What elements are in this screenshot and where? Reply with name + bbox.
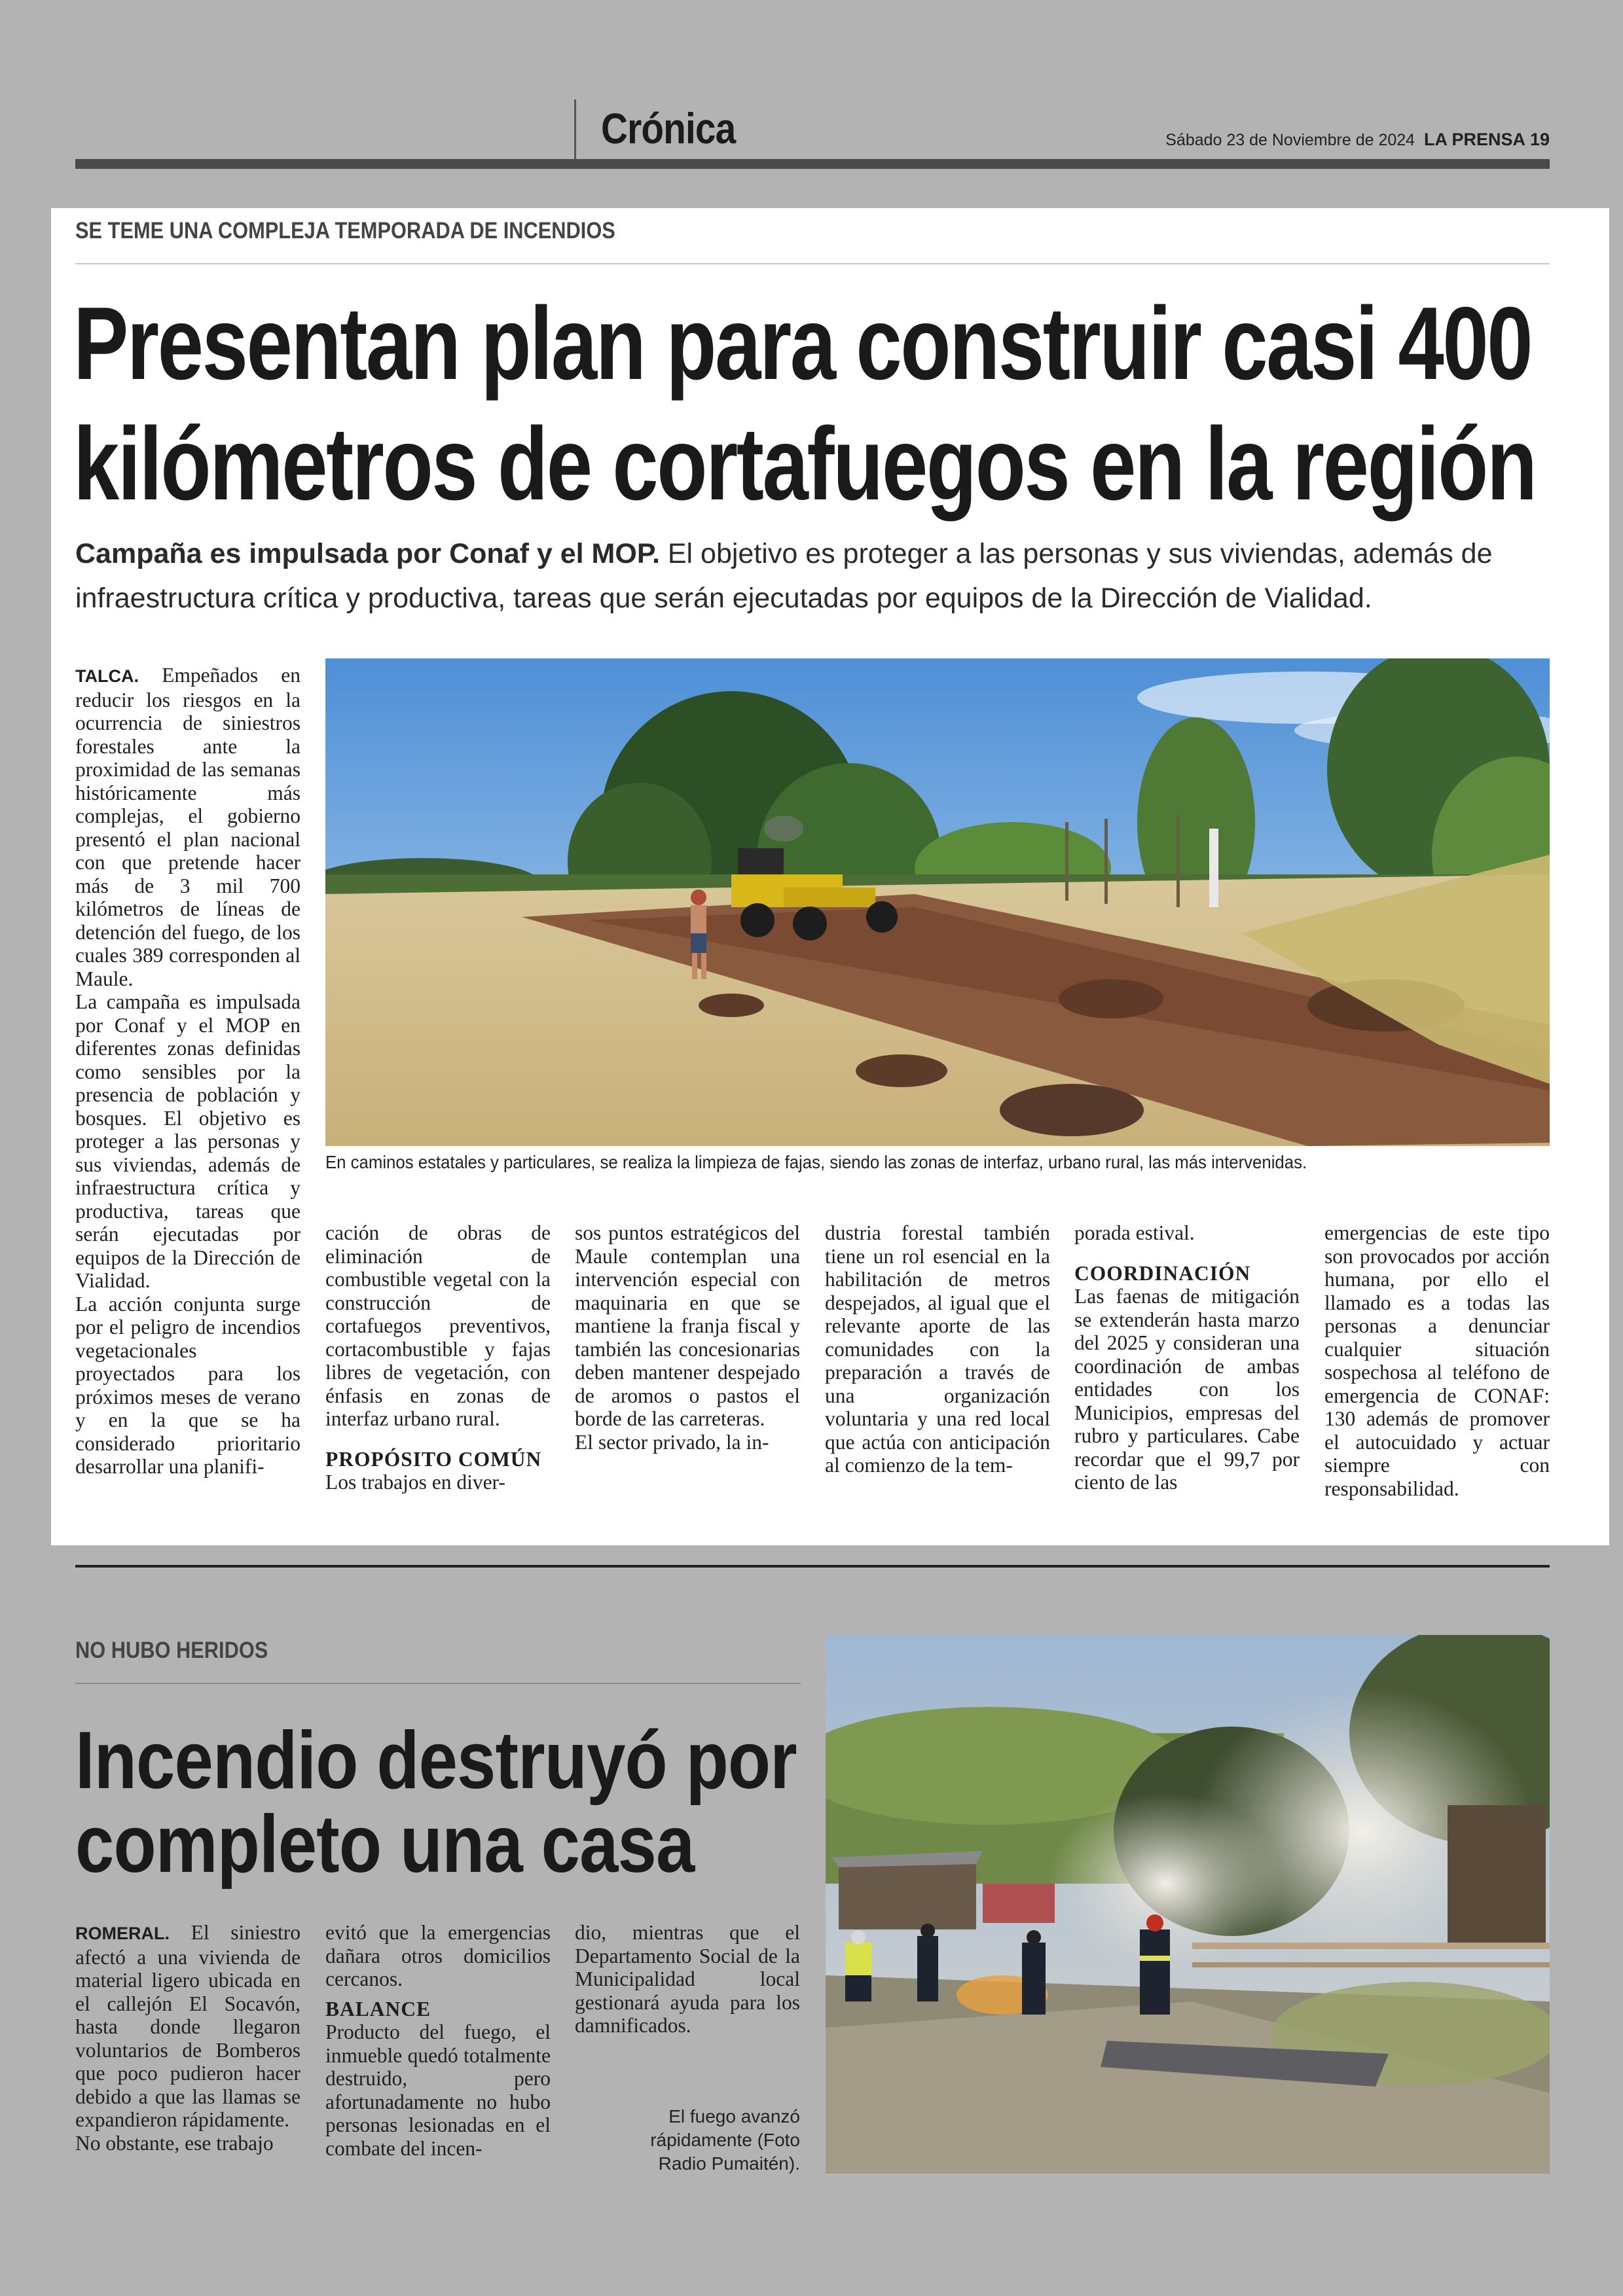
story2-col2-subhead: BALANCE: [325, 1997, 431, 2020]
story2-col1-p1: El siniestro afectó a una vivienda de material ligero ubicada en el callejón El Socavón, hasta donde llegaron voluntarios de Bomberos que poco pudieron hacer debido a que las llamas se expandieron rápidamente.: [75, 1921, 301, 2131]
header-rule: [75, 159, 1550, 169]
story2-kicker-rule: [75, 1683, 801, 1684]
story1-photo: [325, 658, 1550, 1146]
story2-headline-line2: completo una casa: [75, 1799, 695, 1890]
story2-headline-line1: Incendio destruyó por: [75, 1715, 797, 1806]
story2-photo: [826, 1635, 1550, 2174]
story1-col1-p2: La campaña es impulsada por Conaf y el MOP en diferentes zonas definidas como sensibles por la presencia de población y bosques. El objetivo es proteger a las personas y sus viviendas, además de infraestructura crítica y productiva, tareas que serán ejecutadas por equipos de la Dirección de Vialidad.: [75, 990, 301, 1292]
story1-deck-line1: El objetivo es proteger a las personas y sus viviendas, además de: [659, 538, 1493, 569]
story1-kicker: SE TEME UNA COMPLEJA TEMPORADA DE INCENDIOS: [75, 218, 615, 243]
story1-col1-p1: Empeñados en reducir los riesgos en la ocurrencia de siniestros forestales ante la proximidad de las semanas históricamente más complejas, el gobierno presentó el plan nacional con que pretende hacer más de 3 mil 700 kilómetros de líneas de detención del fuego, de los cuales 389 corresponden al Maule.: [75, 664, 301, 990]
story2-column-3: [575, 1921, 800, 2037]
story1-photo-caption: En caminos estatales y particulares, se realiza la limpieza de fajas, siendo las zonas de interfaz, urbano rural, las más intervenidas.: [325, 1152, 1307, 1172]
story2-column-2: [325, 1921, 551, 2160]
story1-col5-p2: Las faenas de mitigación se extenderán hasta marzo del 2025 y consideran una coordinación de ambas entidades con los Municipios, empresas del rubro y particulares. Cabe recordar que el 99,7 por ciento de las: [1074, 1285, 1300, 1494]
story1-headline-line2: kilómetros de cortafuegos en la región: [73, 406, 1536, 522]
story1-deck: [75, 531, 1555, 620]
story2-kicker: NO HUBO HERIDOS: [75, 1638, 268, 1663]
story1-col3-p2: El sector privado, la in-: [575, 1430, 769, 1454]
story1-col2-p2: Los trabajos en diver-: [325, 1471, 505, 1494]
story2-column-1: [75, 1921, 301, 2155]
story2-photo-caption: El fuego avanzó rápidamente (Foto Radio Pumaitén).: [650, 2106, 800, 2174]
story1-deck-lead: Campaña es impulsada por Conaf y el MOP.: [75, 538, 660, 569]
story1-col5-p1: porada estival.: [1074, 1221, 1195, 1244]
story2-col2-p1: evitó que la emergencias dañara otros domicilios cercanos.: [325, 1921, 551, 1990]
story1-col1-p3: La acción conjunta surge por el peligro de incendios vegetacionales proyectados para los próximos meses de verano y en la que se ha considerado prioritario desarrollar una planifi-: [75, 1292, 301, 1478]
story2-col1-p2: No obstante, ese trabajo: [75, 2131, 274, 2155]
page-number: 19: [1529, 130, 1550, 149]
story1-column-2: [325, 1221, 551, 1494]
story1-kicker-rule: [75, 263, 1550, 264]
story1-column-6: [1324, 1221, 1550, 1500]
story1-column-1: [75, 664, 301, 1479]
story2-dateline: ROMERAL.: [75, 1924, 170, 1943]
story2-col3-p1: dio, mientras que el Departamento Social de la Municipalidad local gestionará ayuda para los damnificados.: [575, 1921, 800, 2037]
story1-col2-p1: cación de obras de eliminación de combustible vegetal con la construcción de cortafuegos preventivos, cortacombustible y fajas libres de vegetación, con énfasis en zonas de interfaz urbano rural.: [325, 1221, 551, 1430]
story1-headline-line1: Presentan plan para construir casi 400: [73, 286, 1532, 401]
story1-col3-p1: sos puntos estratégicos del Maule contemplan una intervención especial con maquinaria en que se mantiene la franja fiscal y también las concesionarias deben mantener despejado de aromos o pastos el borde de las carreteras.: [575, 1221, 800, 1430]
story1-column-5: [1074, 1221, 1300, 1494]
story1-dateline: TALCA.: [75, 666, 139, 686]
issue-date: Sábado 23 de Noviembre de 2024: [1165, 131, 1415, 149]
story1-col5-subhead: COORDINACIÓN: [1074, 1261, 1251, 1285]
story1-col6-p1: emergencias de este tipo son provocados por acción humana, por ello el llamado es a todas las personas a denunciar cualquier situación sospechosa al teléfono de emergencia de CONAF: 130 además de promover el autocuidado y actuar siempre con responsabilidad.: [1324, 1221, 1550, 1500]
section-name: Crónica: [601, 104, 736, 152]
story2-col2-p2: Producto del fuego, el inmueble quedó totalmente destruido, pero afortunadamente no hubo personas lesionadas en el combate del incen-: [325, 2020, 551, 2160]
story1-column-4: [825, 1221, 1050, 1477]
story1-deck-line2: infraestructura crítica y productiva, tareas que serán ejecutadas por equipos de la Dirección de Vialidad.: [75, 583, 1372, 614]
header-date-line: [1165, 130, 1550, 150]
paper-name: LA PRENSA: [1423, 130, 1525, 149]
firebreak-construction-image: [325, 658, 1550, 1146]
story1-col4-p1: dustria forestal también tiene un rol esencial en la habilitación de metros despejados, al igual que el relevante aporte de las comunidades con la preparación a través de una organización voluntaria y una red local que actúa con anticipación al comienzo de la tem-: [825, 1221, 1050, 1477]
house-fire-image: [826, 1635, 1550, 2174]
story1-col2-subhead: PROPÓSITO COMÚN: [325, 1447, 542, 1471]
header-separator: [574, 99, 576, 160]
story1-column-3: [575, 1221, 800, 1454]
story-divider: [75, 1565, 1550, 1568]
